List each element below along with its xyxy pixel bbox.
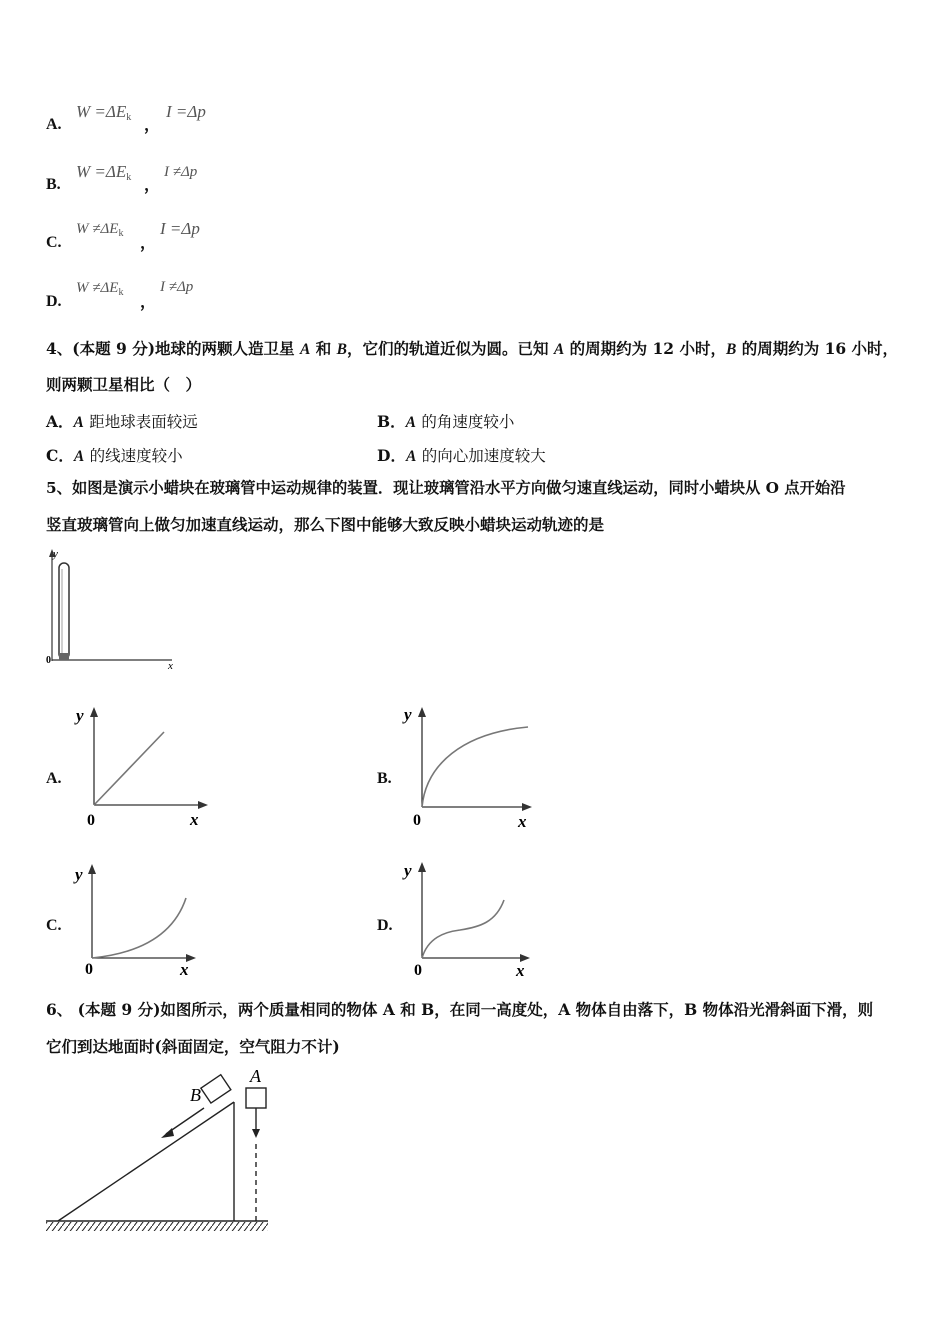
trajectory-curve bbox=[422, 900, 504, 958]
trajectory-curve bbox=[94, 732, 164, 805]
formula-impulse: I =Δp bbox=[160, 219, 200, 238]
separator: ， bbox=[144, 177, 161, 194]
label-b: B bbox=[190, 1085, 201, 1105]
q5-graph-d[interactable] bbox=[402, 860, 537, 980]
block-b bbox=[201, 1075, 231, 1103]
q5-option-a-label: A. bbox=[46, 770, 62, 787]
wax-block bbox=[59, 653, 69, 660]
formula-impulse: I ≠Δp bbox=[164, 164, 198, 180]
y-axis-label: y bbox=[76, 706, 84, 725]
q5-option-c-label: C. bbox=[46, 917, 62, 934]
q3-option-b[interactable] bbox=[46, 160, 346, 200]
q6-stem-line2: 它们到达地面时(斜面固定，空气阻力不计) bbox=[46, 1037, 340, 1056]
q5-graph-a[interactable] bbox=[74, 705, 214, 830]
option-label: C. bbox=[46, 234, 62, 251]
glass-tube bbox=[59, 563, 69, 659]
q3-option-c[interactable] bbox=[46, 218, 346, 258]
option-label: A. bbox=[46, 116, 62, 133]
formula-work: $W \ne\Delta E_k$ bbox=[76, 280, 124, 298]
apparatus-y-label: y bbox=[53, 548, 58, 560]
q3-option-d[interactable] bbox=[46, 277, 346, 317]
q4-stem-line2: 则两颗卫星相比（ ） bbox=[46, 375, 202, 394]
y-axis-label: y bbox=[404, 705, 412, 724]
ground-hatching bbox=[46, 1222, 268, 1231]
x-axis-label: x bbox=[516, 961, 525, 980]
trajectory-curve bbox=[422, 727, 528, 807]
q3-option-a[interactable] bbox=[46, 100, 346, 140]
option-label: B. bbox=[46, 176, 61, 193]
q5-option-d-label: D. bbox=[377, 917, 393, 934]
block-a bbox=[246, 1088, 266, 1108]
apparatus-origin: 0 bbox=[46, 655, 51, 666]
q6-stem-line1: 6、 (本题 9 分)如图所示，两个质量相同的物体 A 和 B，在同一高度处，A 物体自由落下，B 物体沿光滑斜面下滑，则 bbox=[46, 1000, 874, 1019]
q4-choice-a[interactable]: A．A 距地球表面较远 bbox=[46, 412, 198, 431]
q4-choice-c[interactable]: C．A 的线速度较小 bbox=[46, 446, 183, 465]
y-axis-label: y bbox=[75, 865, 83, 884]
y-axis-label: y bbox=[404, 861, 412, 880]
q5-graph-b[interactable] bbox=[402, 705, 537, 830]
option-label: D. bbox=[46, 293, 62, 310]
separator: ， bbox=[140, 235, 157, 252]
incline-figure bbox=[44, 1066, 274, 1242]
x-axis-label: x bbox=[518, 812, 527, 830]
separator: ， bbox=[144, 117, 161, 134]
formula-impulse: I =Δp bbox=[166, 102, 206, 121]
q5-stem-line1: 5、如图是演示小蜡块在玻璃管中运动规律的装置．现让玻璃管沿水平方向做匀速直线运动，同时小蜡块从 O 点开始沿 bbox=[46, 479, 846, 497]
q5-graph-c[interactable] bbox=[72, 862, 207, 980]
glass-tube-apparatus bbox=[44, 545, 184, 671]
q4-stem-line1: 4、(本题 9 分)地球的两颗人造卫星 A 和 B，它们的轨道近似为圆。已知 A 的周期约为 12 小时，B 的周期约为 16 小时， bbox=[46, 339, 899, 358]
origin-label: 0 bbox=[85, 961, 93, 978]
origin-label: 0 bbox=[413, 812, 421, 829]
trajectory-curve bbox=[92, 898, 186, 958]
incline-surface bbox=[58, 1102, 234, 1221]
q4-choice-b[interactable]: B．A 的角速度较小 bbox=[377, 412, 515, 431]
formula-work: $W \ne\Delta E_k$ bbox=[76, 221, 124, 239]
apparatus-x-label: x bbox=[168, 660, 173, 671]
q5-option-b-label: B. bbox=[377, 770, 392, 787]
q5-stem-line2: 竖直玻璃管向上做匀加速直线运动，那么下图中能够大致反映小蜡块运动轨迹的是 bbox=[46, 515, 605, 534]
q4-choice-d[interactable]: D．A 的向心加速度较大 bbox=[377, 446, 546, 465]
origin-label: 0 bbox=[414, 962, 422, 979]
x-axis-label: x bbox=[180, 960, 189, 979]
formula-work: $W =\Delta E_k$ bbox=[76, 162, 132, 183]
formula-work: $W =\Delta E_k$ bbox=[76, 102, 132, 123]
label-a: A bbox=[250, 1066, 261, 1086]
separator: ， bbox=[140, 294, 157, 311]
formula-impulse: I ≠Δp bbox=[160, 279, 194, 295]
origin-label: 0 bbox=[87, 812, 95, 829]
x-axis-label: x bbox=[190, 810, 199, 829]
